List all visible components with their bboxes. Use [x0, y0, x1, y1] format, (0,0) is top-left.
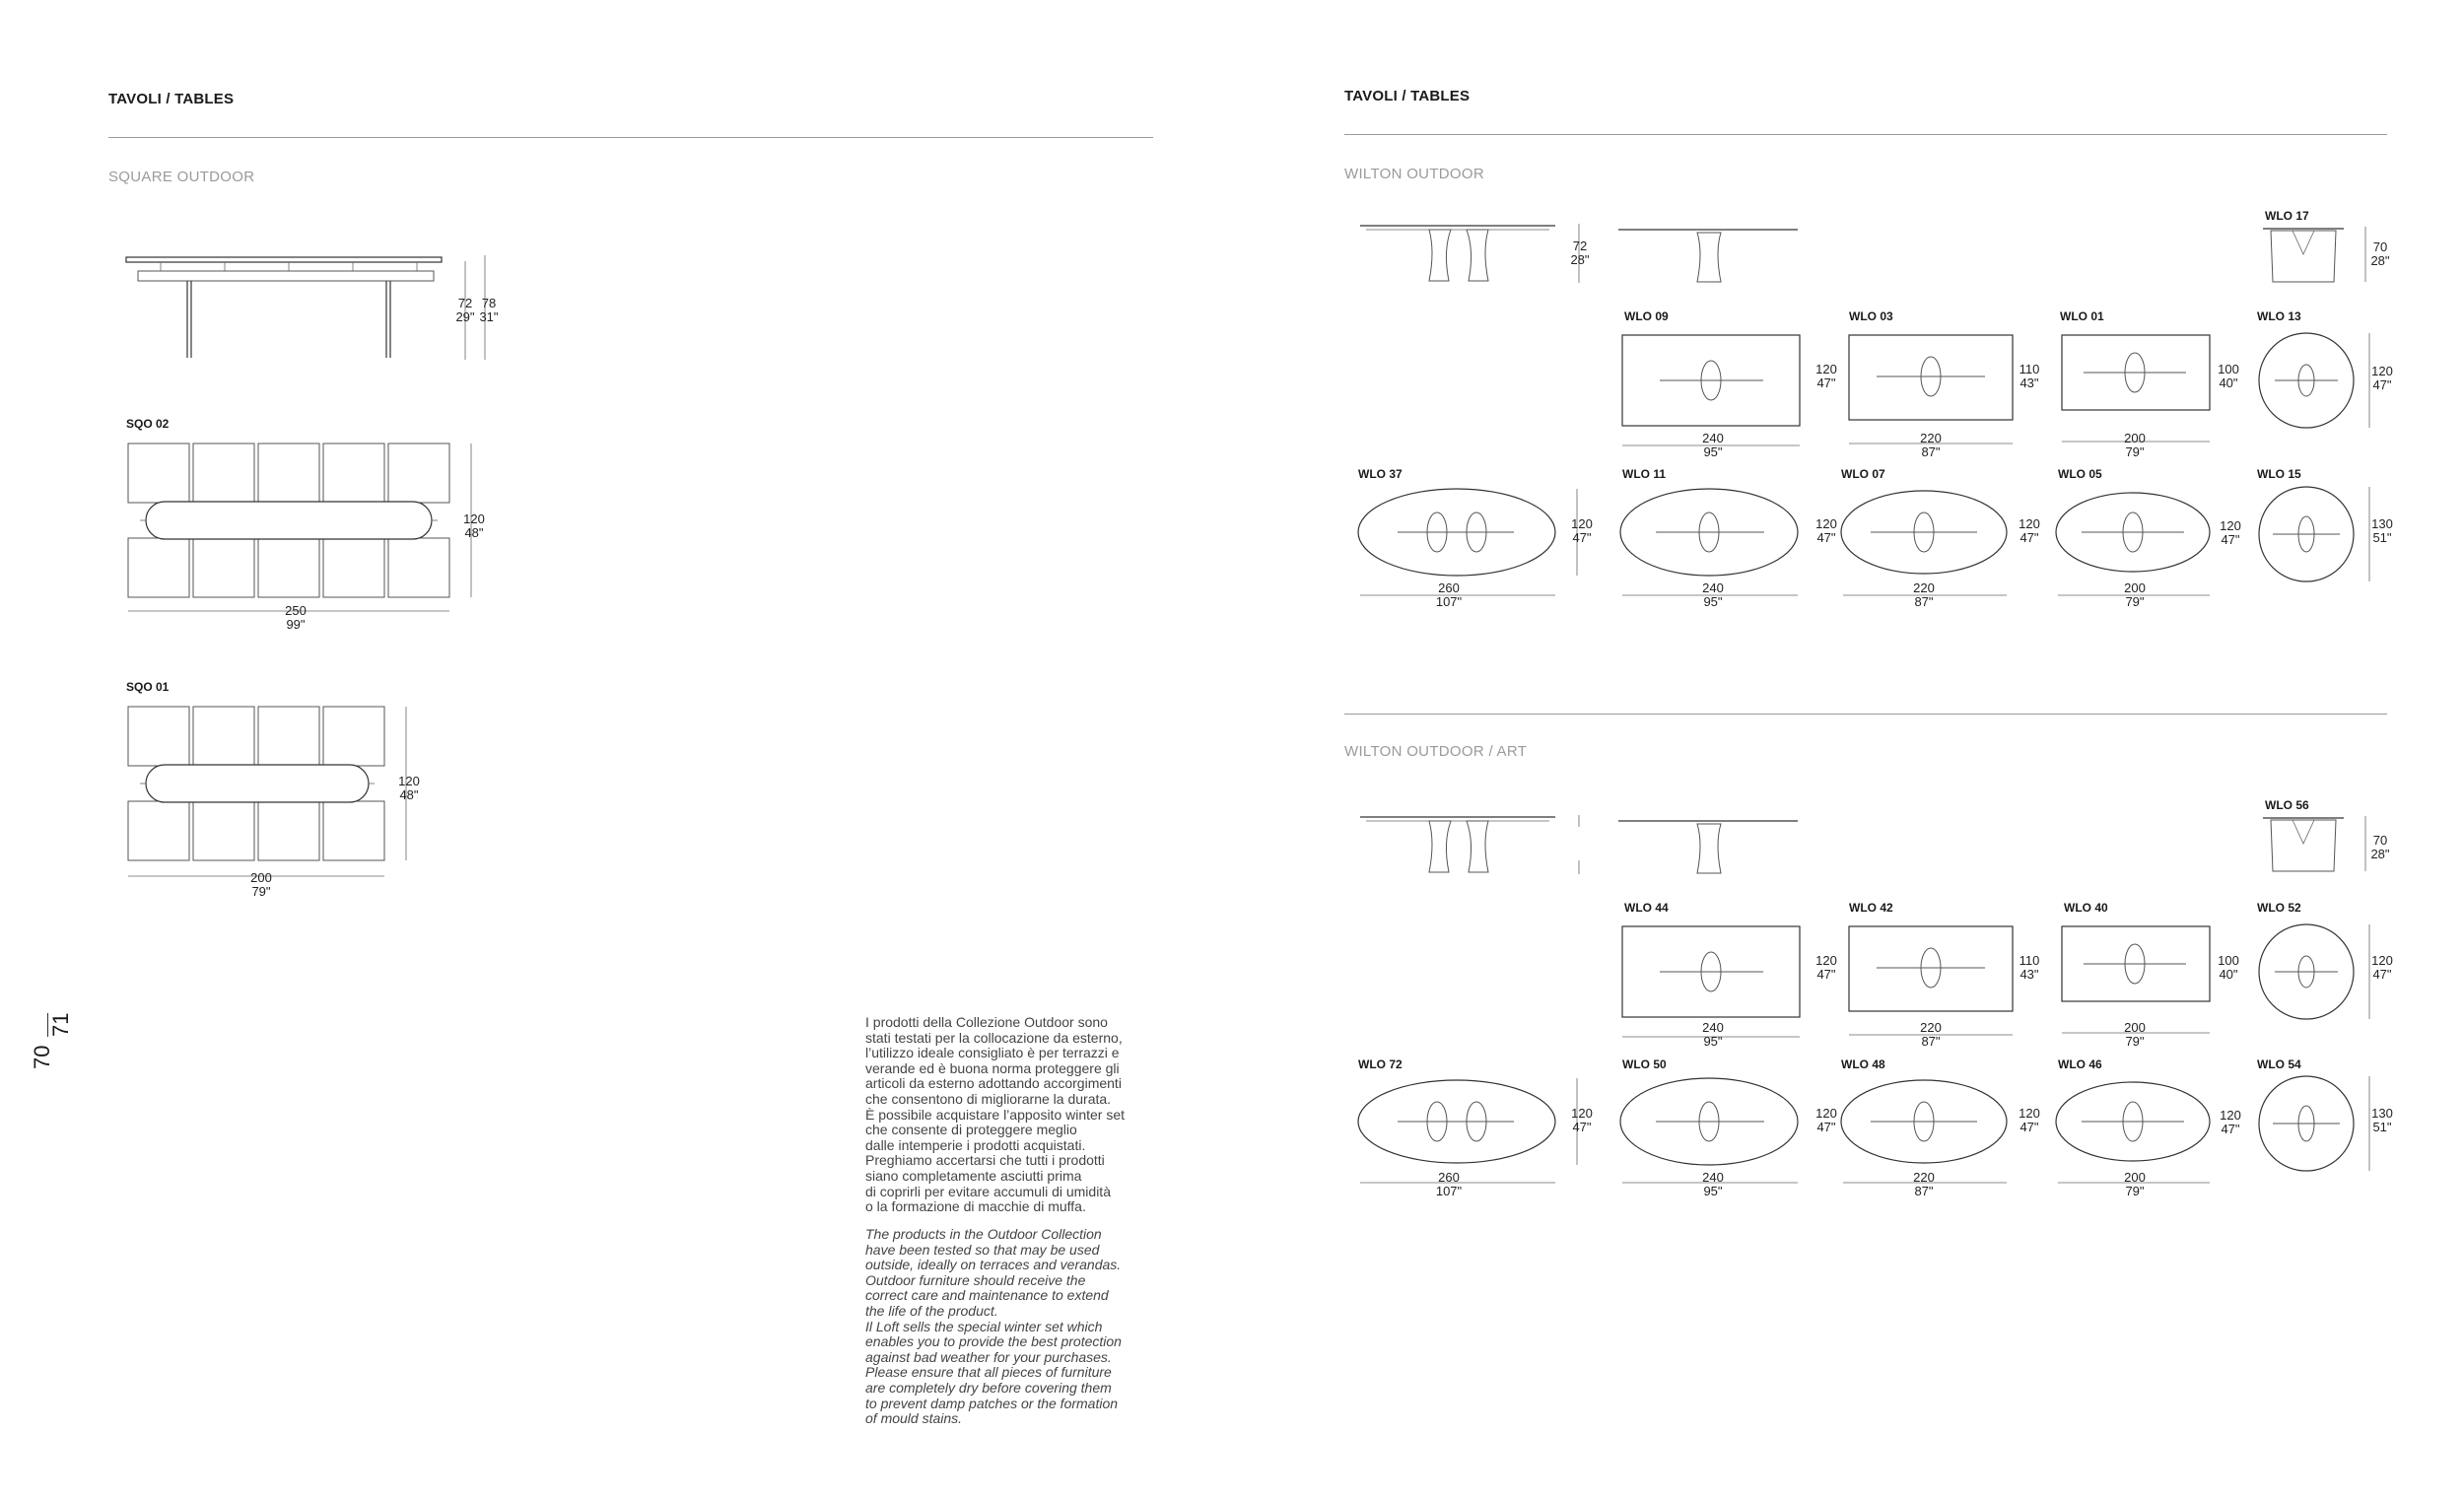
- wlo05-code: WLO 05: [2058, 467, 2102, 481]
- wlo11-depth: 120 47": [1815, 516, 1837, 545]
- wlo15-depth: 130 51": [2371, 516, 2393, 545]
- left-page-header: TAVOLI / TABLES: [108, 91, 235, 107]
- wlo42-width: 220 87": [1920, 1020, 1942, 1049]
- wlo54-depth: 130 51": [2371, 1106, 2393, 1134]
- wlo40-depth: 100 40": [2218, 953, 2239, 982]
- sqo01-code: SQO 01: [126, 680, 170, 694]
- sqo01-plan-drawing: [126, 705, 422, 882]
- wlo54-code: WLO 54: [2257, 1057, 2301, 1071]
- wlo56-height: 70 28": [2370, 833, 2390, 861]
- right-header-divider: [1344, 134, 2387, 135]
- wlo50-code: WLO 50: [1622, 1057, 1667, 1071]
- wilton-outdoor-section-title: WILTON OUTDOOR: [1344, 166, 1484, 182]
- wlo03-width: 220 87": [1920, 431, 1942, 459]
- wlo50-width: 240 95": [1702, 1170, 1724, 1198]
- wlo09-width: 240 95": [1702, 431, 1724, 459]
- wlo50-depth: 120 47": [1815, 1106, 1837, 1134]
- wlo03-depth: 110 43": [2019, 362, 2040, 390]
- wlo44-code: WLO 44: [1624, 901, 1669, 915]
- wlo46-depth: 120 47": [2220, 1108, 2241, 1136]
- wlo54-drawing: [2257, 1074, 2385, 1183]
- wlo40-width: 200 79": [2124, 1020, 2146, 1049]
- wlo15-drawing: [2257, 485, 2385, 593]
- wlo52-code: WLO 52: [2257, 901, 2301, 915]
- wlo48-code: WLO 48: [1841, 1057, 1885, 1071]
- wlo09-code: WLO 09: [1624, 309, 1669, 323]
- wlo37-depth: 120 47": [1571, 516, 1593, 545]
- wlo05-width: 200 79": [2124, 580, 2146, 609]
- sqo-height-78: 78 31": [479, 296, 499, 324]
- wlo37-width: 260 107": [1435, 580, 1463, 609]
- wlo72-width: 260 107": [1435, 1170, 1463, 1198]
- sqo02-plan-drawing: [126, 442, 481, 614]
- wlo52-drawing: [2257, 922, 2385, 1031]
- wlo07-depth: 120 47": [2019, 516, 2040, 545]
- square-outdoor-section-title: SQUARE OUTDOOR: [108, 169, 255, 185]
- wlo37-code: WLO 37: [1358, 467, 1403, 481]
- sqo-elevation-drawing: [126, 251, 481, 365]
- wlo44-depth: 120 47": [1815, 953, 1837, 982]
- wlo72-code: WLO 72: [1358, 1057, 1403, 1071]
- wlo46-width: 200 79": [2124, 1170, 2146, 1198]
- wlo05-depth: 120 47": [2220, 518, 2241, 547]
- wlo15-code: WLO 15: [2257, 467, 2301, 481]
- wlo17-height: 70 28": [2370, 239, 2390, 268]
- wlo56-drawing: [2263, 814, 2371, 873]
- sqo01-depth: 120 48": [398, 774, 420, 802]
- wilton-height: 72 28": [1570, 239, 1590, 267]
- page-number-71: 71: [48, 1012, 73, 1037]
- wlo17-code: WLO 17: [2265, 209, 2309, 223]
- wlo72-depth: 120 47": [1571, 1106, 1593, 1134]
- sqo02-code: SQO 02: [126, 417, 170, 431]
- wlo01-depth: 100 40": [2218, 362, 2239, 390]
- wlo42-code: WLO 42: [1849, 901, 1893, 915]
- wlo40-code: WLO 40: [2064, 901, 2108, 915]
- art-front-elevation: [1360, 813, 1607, 877]
- wlo13-code: WLO 13: [2257, 309, 2301, 323]
- wilton-side-elevation: [1618, 225, 1801, 284]
- wlo17-drawing: [2263, 225, 2371, 284]
- sqo-height-72: 72 29": [455, 296, 475, 324]
- wlo37-drawing: [1358, 487, 1585, 605]
- wlo56-code: WLO 56: [2265, 798, 2309, 812]
- wlo13-drawing: [2257, 331, 2385, 440]
- outdoor-care-text-english: The products in the Outdoor Collection have been tested so that may be used outside, ideally on terraces and verandas. Outdoor furniture should receive the correct care and maintenance to extend the life of the product. Il Loft sells the special winter set which enables you to provide the best protection against bad weather for your purchases. Please ensure that all pieces of furniture are completely dry before covering them to prevent damp patches or the formation of mould stains.: [865, 1226, 1122, 1427]
- wlo03-code: WLO 03: [1849, 309, 1893, 323]
- art-side-elevation: [1618, 816, 1801, 875]
- wlo07-code: WLO 07: [1841, 467, 1885, 481]
- sqo01-width: 200 79": [250, 870, 272, 899]
- wlo46-code: WLO 46: [2058, 1057, 2102, 1071]
- right-page-header: TAVOLI / TABLES: [1344, 88, 1471, 104]
- sqo02-depth: 120 48": [463, 511, 485, 540]
- outdoor-care-text-italian: I prodotti della Collezione Outdoor sono stati testati per la collocazione da esterno, l’utilizzo ideale consigliato è per terrazzi e verande ed è buona norma proteggere gli articoli da esterno adottando accorgimenti che consentono di migliorarne la durata. È possibile acquistare l’apposito winter set che consente di proteggere meglio dalle intemperie i prodotti acquistati. Preghiamo accertarsi che tutti i prodotti siano completamente asciutti prima di coprirli per evitare accumuli di umidità o la formazione di macchie di muffa.: [865, 1014, 1126, 1215]
- sqo02-width: 250 99": [285, 603, 307, 632]
- page-number-70: 70: [30, 1045, 54, 1069]
- wlo52-depth: 120 47": [2371, 953, 2393, 982]
- left-header-divider: [108, 137, 1153, 138]
- wlo13-depth: 120 47": [2371, 364, 2393, 392]
- wlo44-width: 240 95": [1702, 1020, 1724, 1049]
- art-section-divider: [1344, 714, 2387, 715]
- wlo72-drawing: [1358, 1076, 1585, 1194]
- wlo48-width: 220 87": [1913, 1170, 1935, 1198]
- wlo07-width: 220 87": [1913, 580, 1935, 609]
- wlo42-depth: 110 43": [2019, 953, 2040, 982]
- wlo48-depth: 120 47": [2019, 1106, 2040, 1134]
- wlo11-code: WLO 11: [1622, 467, 1667, 481]
- wlo09-depth: 120 47": [1815, 362, 1837, 390]
- wlo01-code: WLO 01: [2060, 309, 2104, 323]
- wilton-art-section-title: WILTON OUTDOOR / ART: [1344, 743, 1528, 760]
- wlo11-width: 240 95": [1702, 580, 1724, 609]
- wlo01-width: 200 79": [2124, 431, 2146, 459]
